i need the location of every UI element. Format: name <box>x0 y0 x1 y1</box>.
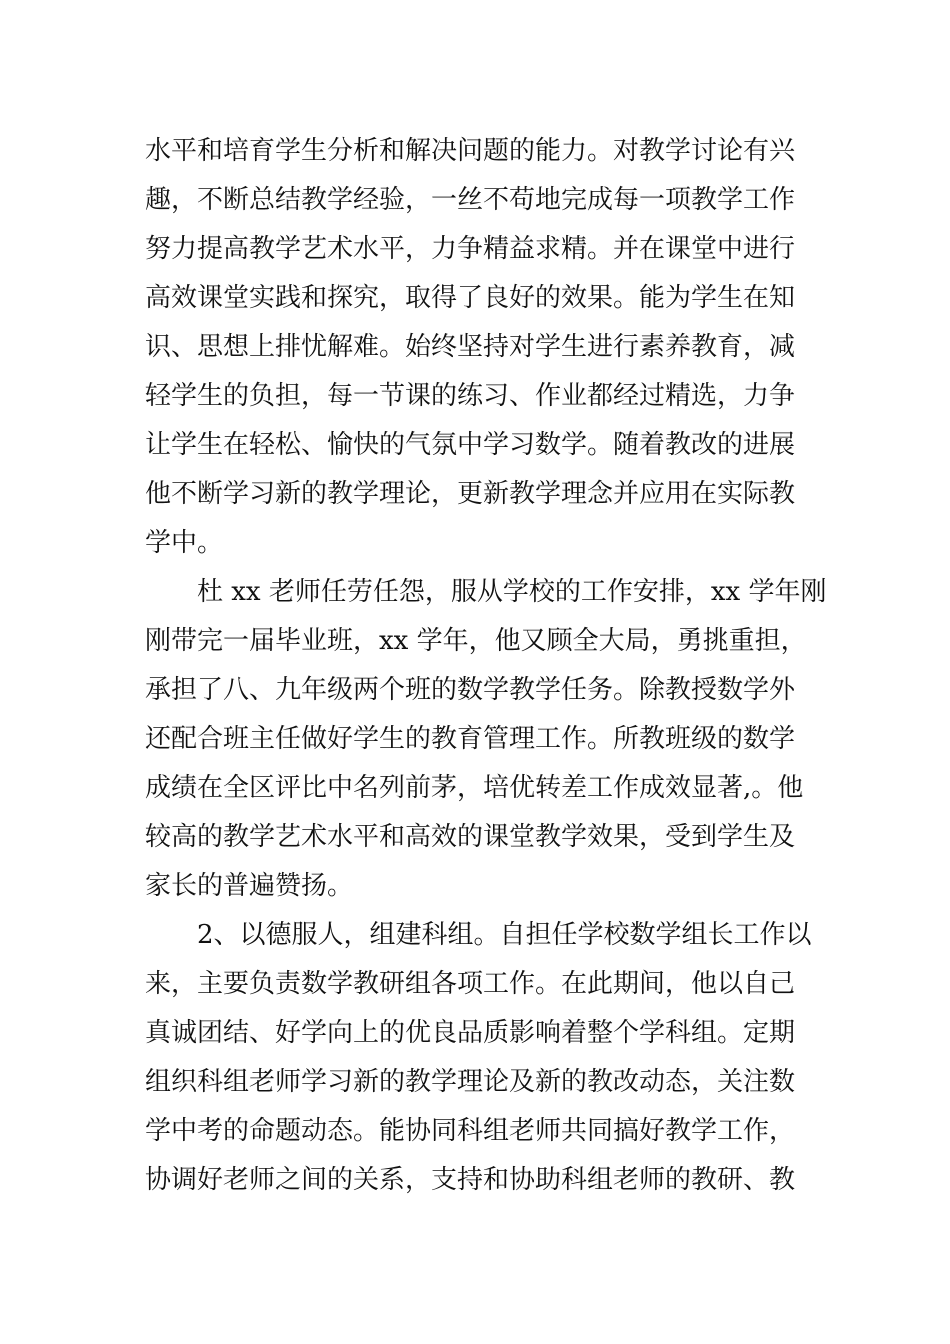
paragraph-1 <box>145 127 809 568</box>
document-body <box>145 127 827 1205</box>
text-line: 杜 xx 老师任劳任怨，服从学校的工作安排，xx 学年刚 <box>197 577 827 607</box>
text-line: 2、以德服人，组建科组。自担任学校数学组长工作以 <box>197 920 812 950</box>
text-line: 学中。 <box>145 528 224 558</box>
paragraph-2 <box>145 568 827 911</box>
text-line: 他不断学习新的教学理论，更新教学理念并应用在实际教 <box>145 479 796 509</box>
text-line: 还配合班主任做好学生的教育管理工作。所教班级的数学 <box>145 724 796 754</box>
text-line: 识、思想上排忧解难。始终坚持对学生进行素养教育，减 <box>145 332 796 362</box>
paragraph-3 <box>145 911 812 1205</box>
text-line: 让学生在轻松、愉快的气氛中学习数学。随着教改的进展 <box>145 430 796 460</box>
text-line: 承担了八、九年级两个班的数学教学任务。除教授数学外 <box>145 675 796 705</box>
text-line: 真诚团结、好学向上的优良品质影响着整个学科组。定期 <box>145 1018 796 1048</box>
text-line: 刚带完一届毕业班，xx 学年，他又顾全大局，勇挑重担， <box>145 626 807 656</box>
text-line: 轻学生的负担，每一节课的练习、作业都经过精选，力争 <box>145 381 796 411</box>
text-line: 高效课堂实践和探究，取得了良好的效果。能为学生在知 <box>145 283 796 313</box>
text-line: 水平和培育学生分析和解决问题的能力。对教学讨论有兴 <box>145 136 796 166</box>
text-line: 趣，不断总结教学经验，一丝不苟地完成每一项教学工作 <box>145 185 796 215</box>
text-line: 成绩在全区评比中名列前茅，培优转差工作成效显著,。他 <box>145 773 804 803</box>
text-line: 家长的普遍赞扬。 <box>145 871 354 901</box>
text-line: 组织科组老师学习新的教学理论及新的教改动态，关注数 <box>145 1067 796 1097</box>
text-line: 协调好老师之间的关系，支持和协助科组老师的教研、教 <box>145 1165 796 1195</box>
text-line: 努力提高教学艺术水平，力争精益求精。并在课堂中进行 <box>145 234 796 264</box>
text-line: 来，主要负责数学教研组各项工作。在此期间，他以自己 <box>145 969 796 999</box>
text-line: 学中考的命题动态。能协同科组老师共同搞好教学工作， <box>145 1116 796 1146</box>
text-line: 较高的教学艺术水平和高效的课堂教学效果，受到学生及 <box>145 822 796 852</box>
